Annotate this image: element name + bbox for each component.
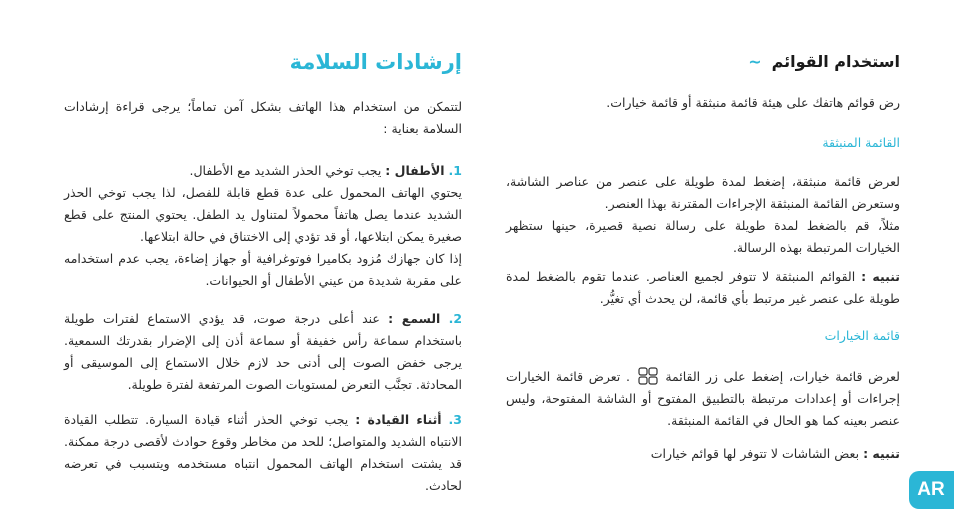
item-text: يحتوي الهاتف المحمول على عدة قطع قابلة للفصل، لذا يجب توخي الحذر الشديد عندما يصل هاتفاً محمولاً لمتناول يد الطفل. يحتوي المنتج على قطع صغيرة يمكن ابتلاعها، أو قد تؤدي إلى الاختناق في حالة ابتلاعها. xyxy=(64,185,462,244)
safety-item-hearing xyxy=(64,308,462,396)
title-marker: ~ xyxy=(748,52,762,71)
item-heading: السمع : xyxy=(388,311,441,326)
language-badge: AR xyxy=(909,471,954,509)
item-number: 3. xyxy=(448,412,462,427)
safety-item-driving xyxy=(64,409,462,497)
options-note xyxy=(506,443,900,465)
popup-menu-section xyxy=(506,171,900,259)
options-menu-heading: قائمة الخيارات xyxy=(824,328,900,343)
popup-paragraph: مثلاً، قم بالضغط لمدة طويلة على رسالة نصية قصيرة، حينها ستظهر الخيارات المرتبطة بهذه الرسالة. xyxy=(506,218,900,255)
popup-paragraph: لعرض قائمة منبثقة، إضغط لمدة طويلة على عنصر من عناصر الشاشة، وستعرض القائمة المنبثقة الإجراءات المقترنة بهذا العنصر. xyxy=(506,174,900,211)
note-label: تنبيه : xyxy=(861,269,900,284)
menu-grid-icon xyxy=(638,367,658,385)
popup-note xyxy=(506,266,900,310)
safety-title: إرشادات السلامة xyxy=(289,50,462,74)
note-label: تنبيه : xyxy=(863,446,900,461)
item-heading: الأطفال : xyxy=(385,163,445,178)
menus-title xyxy=(506,50,900,74)
item-text: عند أعلى درجة صوت، قد يؤدي الاستماع لفترات طويلة باستخدام سماعة رأس خفيفة أو سماعة أذن إلى الإضرار بقدرتك السمعية. يرجى خفض الصوت إلى أدنى حد لازم خلال الاستماع إلى الموسيقى أو المحادثة. تجنَّب التعرض لمستويات الصوت المرتفعة لفترة طويلة. xyxy=(64,311,462,392)
title-text: استخدام القوائم xyxy=(771,52,900,71)
item-number: 2. xyxy=(448,311,463,326)
note-text: بعض الشاشات لا تتوفر لها قوائم خيارات xyxy=(650,446,860,461)
safety-item-children xyxy=(64,160,462,292)
item-number: 1. xyxy=(448,163,462,178)
popup-menu-heading: القائمة المنبثقة xyxy=(822,135,900,150)
note-text: القوائم المنبثقة لا تتوفر لجميع العناصر. عندما تقوم بالضغط لمدة طويلة على عنصر غير مرتبط بأي قائمة، لن يحدث أي تغيُّر. xyxy=(506,269,900,306)
item-text: يجب توخي الحذر الشديد مع الأطفال. xyxy=(189,163,382,178)
safety-intro: لتتمكن من استخدام هذا الهاتف بشكل آمن تماماً؛ يرجى قراءة إرشادات السلامة بعناية : xyxy=(64,99,462,136)
menus-intro: رض قوائم هاتفك على هيئة قائمة منبثقة أو قائمة خيارات. xyxy=(606,95,900,110)
options-paragraph: لعرض قائمة خيارات، إضغط على زر القائمة . تعرض قائمة الخيارات إجراءات أو إعدادات مرتبطة بالتطبيق المفتوح أو الشاشة المفتوحة، وليس عنصر بعينه كما هو الحال في القائمة المنبثقة. xyxy=(506,369,900,428)
item-text: يجب توخي الحذر أثناء قيادة السيارة. تتطلب القيادة الانتباه الشديد والمتواصل؛ للحد من مخاطر وقوع حوادث لأقصى درجة ممكنة. قد يشتت استخدام الهاتف المحمول انتباه مستخدمه ويتسبب في تعرضه لحادث. xyxy=(64,412,462,493)
item-text: إذا كان جهازك مُزود بكاميرا فوتوغرافية أو جهاز إضاءة، يجب عدم استخدامه على مقربة شديدة من عيني الأطفال أو الحيوانات. xyxy=(64,251,462,288)
item-heading: أثناء القيادة : xyxy=(355,412,442,427)
